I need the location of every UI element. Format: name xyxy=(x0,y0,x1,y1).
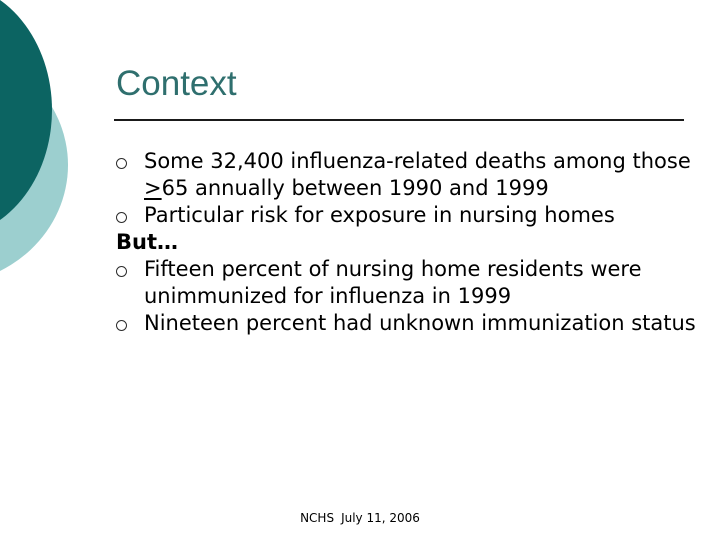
bullet-item xyxy=(116,202,706,229)
circle-bullet-icon xyxy=(116,320,127,331)
greater-equal-symbol: > xyxy=(144,176,162,200)
slide-footer xyxy=(0,511,720,525)
bullet-item xyxy=(116,148,706,202)
bullet-text-pre: Some 32,400 influenza-related deaths among those xyxy=(144,149,691,173)
bullet-text: Nineteen percent had unknown immunization status xyxy=(144,311,696,335)
decorative-circles xyxy=(0,0,90,300)
title-divider xyxy=(114,119,684,121)
footer-org: NCHS xyxy=(300,511,335,525)
circle-bullet-icon xyxy=(116,212,127,223)
bullet-text: Particular risk for exposure in nursing homes xyxy=(144,203,615,227)
slide-body xyxy=(116,148,706,337)
footer-date: July 11, 2006 xyxy=(341,511,420,525)
bullet-item xyxy=(116,256,706,310)
bullet-item xyxy=(116,310,706,337)
bullet-text: Fifteen percent of nursing home residents were unimmunized for influenza in 1999 xyxy=(144,257,642,308)
subheading: But… xyxy=(116,230,178,254)
bullet-text-post: 65 annually between 1990 and 1999 xyxy=(161,176,549,200)
slide-title: Context xyxy=(116,64,237,103)
circle-bullet-icon xyxy=(116,158,127,169)
circle-bullet-icon xyxy=(116,266,127,277)
